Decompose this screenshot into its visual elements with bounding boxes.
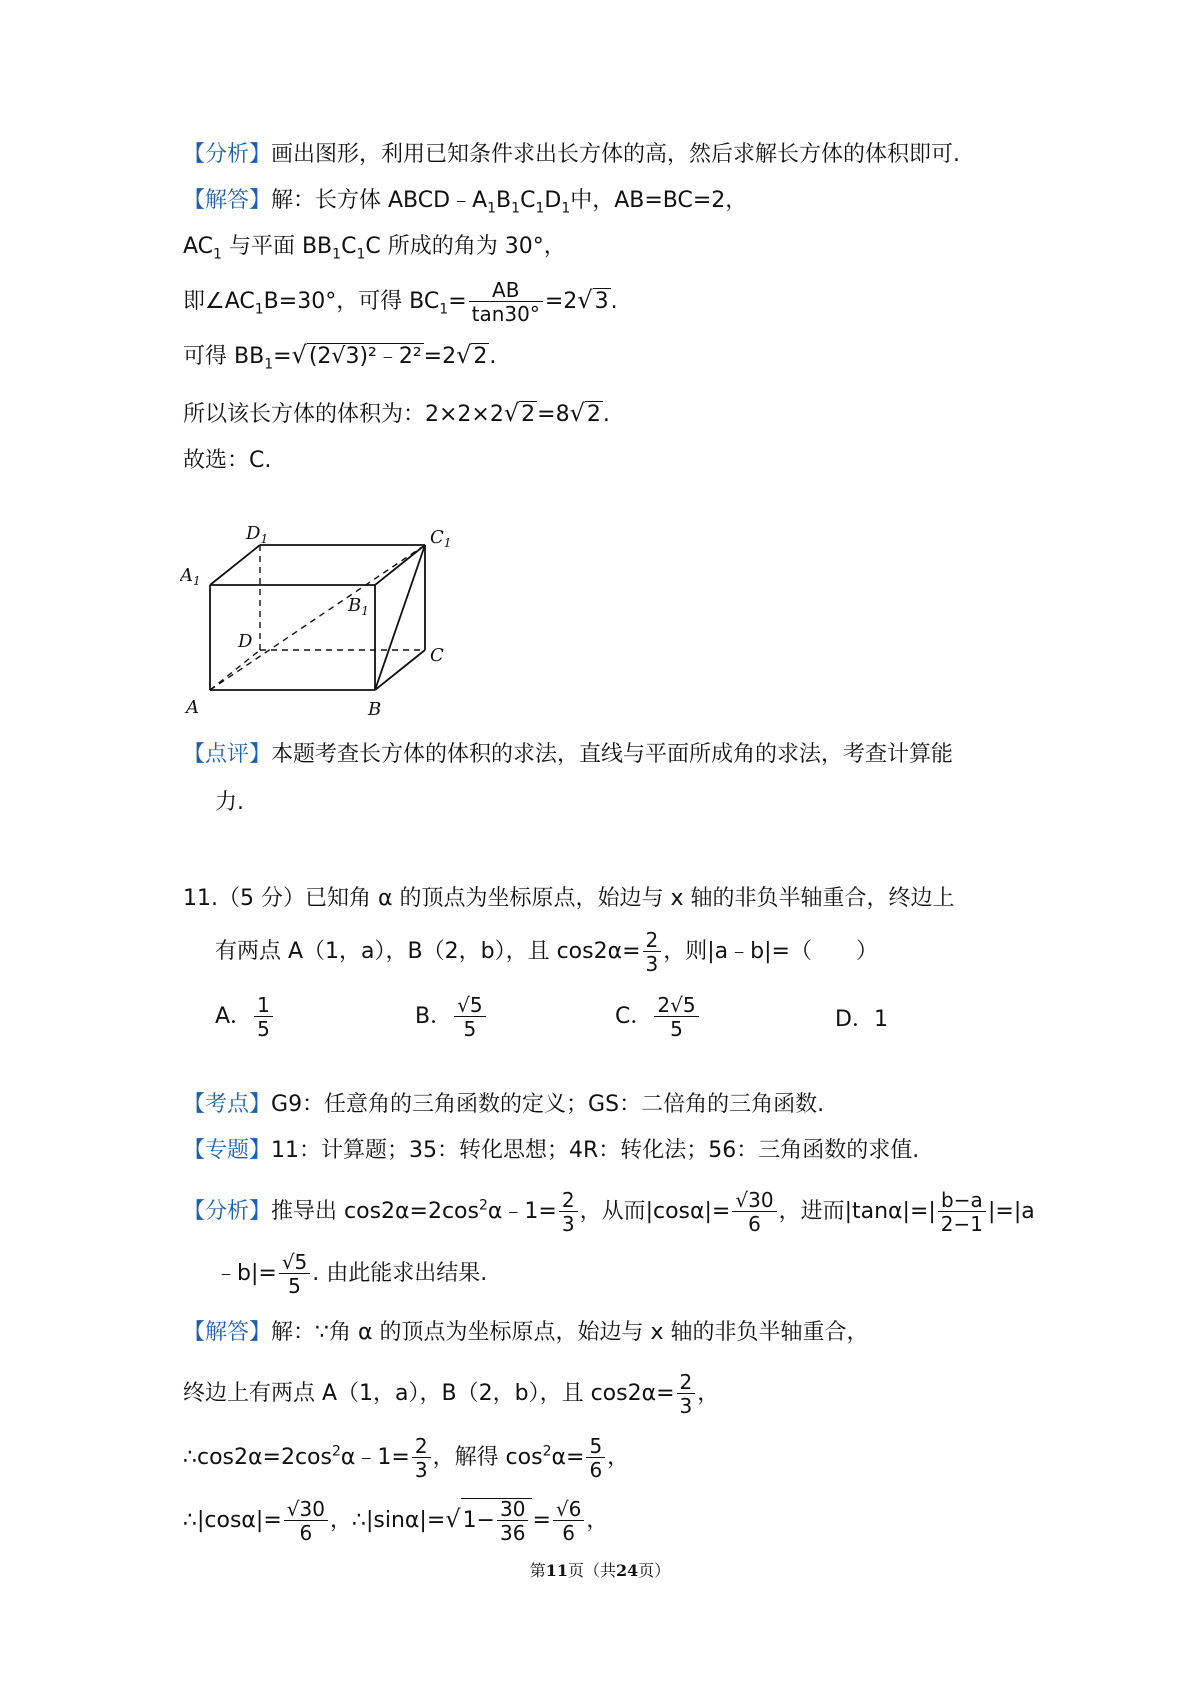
option-b[interactable]: B． $\frac{√5}{5}$ [415, 995, 488, 1039]
edge-a-d [210, 650, 260, 690]
solution-line-5: 所以该长方体的体积为：2×2×2√2=8√2. [183, 399, 610, 427]
solution-line-4: 可得 $BB_1=√(2√3)^2﹣2^2=2√2$. [183, 341, 497, 373]
option-c[interactable]: C． $\frac{2√5}{5}$ [615, 995, 701, 1039]
q11-line-2: 有两点 A（1，a），B（2，b），且 cos2α= $\frac{2}{3}$ ，则|a﹣b|=（ ） [215, 928, 878, 976]
label-d1: $D_1$ [246, 523, 269, 546]
analysis-tag: 【分析】 [183, 142, 272, 167]
topic-tag: 【专题】 [183, 1138, 272, 1163]
analysis-text: 画出图形，利用已知条件求出长方体的高，然后求解长方体的体积即可. [271, 142, 961, 167]
page-total: 24 [616, 1561, 639, 1580]
q11-solution-line-2: 终边上有两点 A（1，a），B（2，b），且 cos2α= $\frac{2}{3}$ ， [183, 1370, 720, 1418]
option-a[interactable]: A． $\frac{1}{5}$ [215, 995, 275, 1039]
q11-options [215, 995, 1015, 1055]
topic-line: 【专题】11：计算题；35：转化思想；4R：转化法；56：三角函数的求值. [183, 1138, 920, 1163]
label-a1: $A_1$ [180, 565, 201, 588]
edge-a1-d1 [210, 545, 260, 585]
q11-solution-line-4: ∴|cosα|= $\frac{√30}{6}$ ，∴|sinα|=√1− $\frac{30}{36}$ = $\frac{√6}{6}$ ， [183, 1497, 609, 1545]
q11-analysis-line-2: ﹣b|= $\frac{√5}{5}$ . 由此能求出结果. [215, 1250, 488, 1298]
label-c1: $C_1$ [430, 527, 452, 550]
point-line: 【考点】G9：任意角的三角函数的定义；GS：二倍角的三角函数. [183, 1092, 825, 1117]
label-b1: $B_1$ [348, 595, 369, 618]
label-b: B [368, 699, 382, 720]
q11-solution-line-1: 【解答】解：∵角 α 的顶点为坐标原点，始边与 x 轴的非负半轴重合， [183, 1320, 869, 1345]
label-a: A [186, 697, 199, 718]
q11-analysis-line-1: 【分析】推导出 $\cos 2\alpha=2\cos^2\alpha﹣1=$ $\frac{2}{3}$ ，从而|cosα|= $\frac{√30}{6}$ ，进而|tanα|=| $\frac{b-a}{2-1}$ |=|a [183, 1188, 1035, 1236]
solution-line-1: 【解答】解：长方体 $ABCD﹣A_1B_1C_1D_1$中，AB=BC=2， [183, 188, 748, 217]
label-c: C [430, 645, 444, 666]
comment-tag: 【点评】 [183, 742, 272, 767]
option-d[interactable]: D．1 [835, 1007, 888, 1032]
solution-line-2: $AC_1$ 与平面 $BB_1C_1C$ 所成的角为 30°， [183, 234, 566, 263]
label-d: D [238, 631, 253, 652]
q11-line-1: 11.（5 分）已知角 α 的顶点为坐标原点，始边与 x 轴的非负半轴重合，终边上 [183, 886, 955, 911]
diag-a-c1 [210, 545, 425, 690]
choice-line: 故选：C. [183, 448, 272, 473]
fraction: $\frac{AB}{\tan 30^\circ}$ [469, 280, 543, 324]
q11-solution-line-3: $\therefore\cos 2\alpha=2\cos^2\alpha﹣1=$ $\frac{2}{3}$ ，解得 $\cos^2\alpha=$ $\frac{5}{6}$ ， [183, 1434, 630, 1482]
point-tag: 【考点】 [183, 1092, 272, 1117]
analysis-line [183, 140, 960, 170]
diag-b-c1 [375, 545, 425, 690]
solution-line-3: 即$\angle AC_1B=30^\circ$，可得 $BC_1=$ $\frac{AB}{\tan 30^\circ}$ =2√3. [183, 278, 618, 326]
page-number: 11 [545, 1561, 568, 1580]
cuboid-figure [180, 515, 480, 720]
solution-tag: 【解答】 [183, 188, 272, 213]
page-footer: 第11页（共24页） [529, 1561, 671, 1580]
comment-line-1: 【点评】本题考查长方体的体积的求法，直线与平面所成角的求法，考查计算能 [183, 742, 954, 767]
fraction: $\frac{2}{3}$ [643, 930, 662, 974]
comment-line-2: 力. [215, 790, 244, 815]
